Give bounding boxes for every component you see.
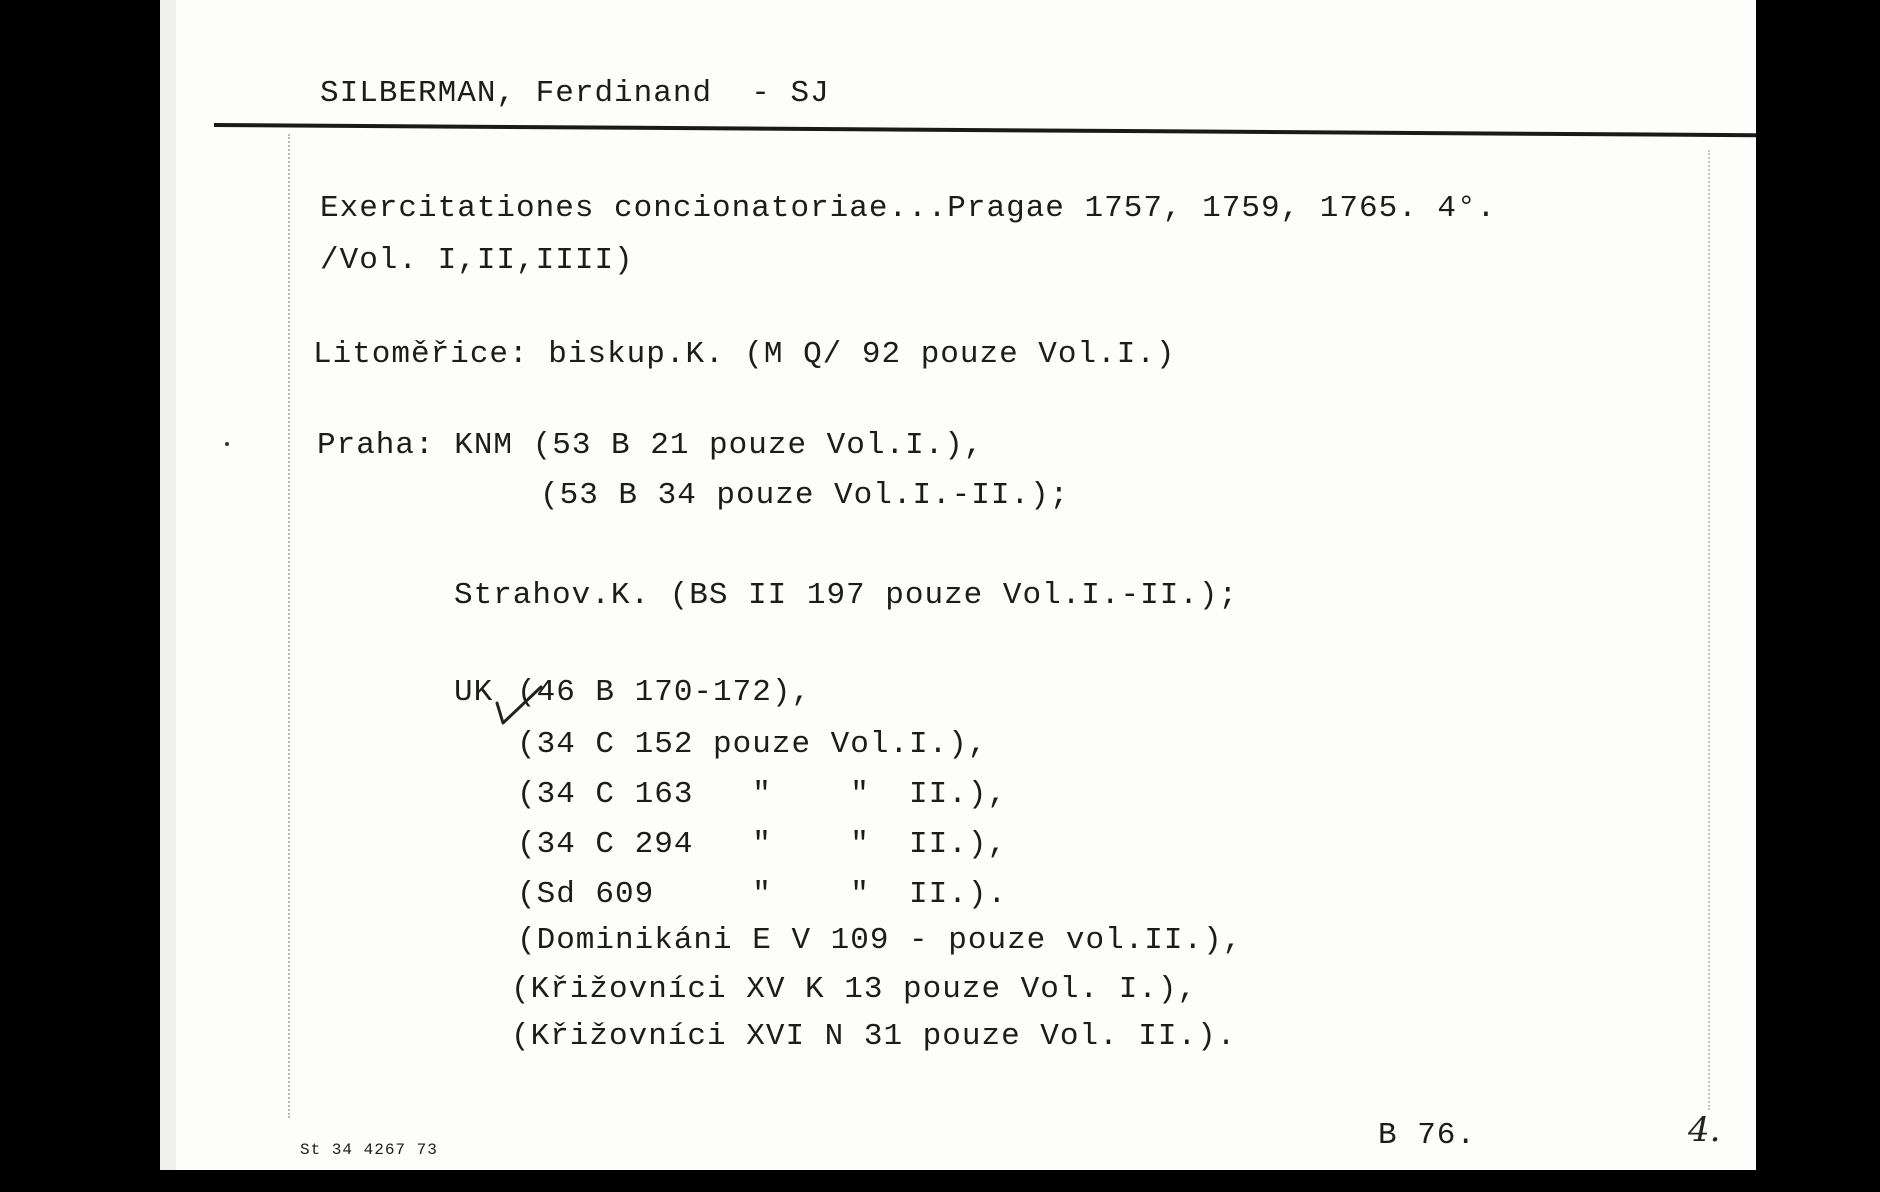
catalog-card — [160, 0, 1756, 1170]
author-heading: SILBERMAN, Ferdinand - SJ — [320, 76, 830, 111]
handwritten-number: 4. — [1688, 1110, 1721, 1150]
right-margin-line — [1708, 150, 1710, 1110]
holding-praha-knm-2: (53 B 34 pouze Vol.I.-II.); — [540, 478, 1070, 513]
left-margin-line — [288, 134, 290, 1118]
holding-litomerice: Litoměřice: biskup.K. (M Q/ 92 pouze Vol.I.) — [313, 337, 1176, 372]
speck-mark — [225, 442, 229, 446]
uk-shelfmark-line: (46 B 170-172), — [517, 675, 812, 710]
uk-shelfmark-line: (Křižovníci XV K 13 pouze Vol. I.), — [511, 972, 1198, 1007]
holding-strahov: Strahov.K. (BS II 197 pouze Vol.I.-II.); — [454, 578, 1239, 613]
header-rule — [214, 123, 1756, 137]
call-number: B 76. — [1378, 1118, 1477, 1153]
uk-shelfmark-line: (34 C 163 " " II.), — [517, 777, 1008, 812]
handwritten-check-mark-icon — [493, 683, 545, 733]
footer-print-code: St 34 4267 73 — [300, 1141, 438, 1159]
uk-shelfmark-line: (34 C 152 pouze Vol.I.), — [517, 727, 988, 762]
uk-shelfmark-line: (Sd 609 " " II.). — [517, 877, 1008, 912]
title-line-1: Exercitationes concionatoriae...Pragae 1757, 1759, 1765. 4°. — [320, 191, 1497, 226]
uk-shelfmark-line: (Křižovníci XVI N 31 pouze Vol. II.). — [511, 1019, 1237, 1054]
uk-shelfmark-line: (34 C 294 " " II.), — [517, 827, 1008, 862]
title-line-2: /Vol. I,II,IIII) — [320, 243, 634, 278]
holding-praha-knm-1: Praha: KNM (53 B 21 pouze Vol.I.), — [317, 428, 984, 463]
holding-uk-label: UK — [454, 675, 494, 710]
uk-shelfmark-line: (Dominikáni E V 109 - pouze vol.II.), — [517, 923, 1243, 958]
